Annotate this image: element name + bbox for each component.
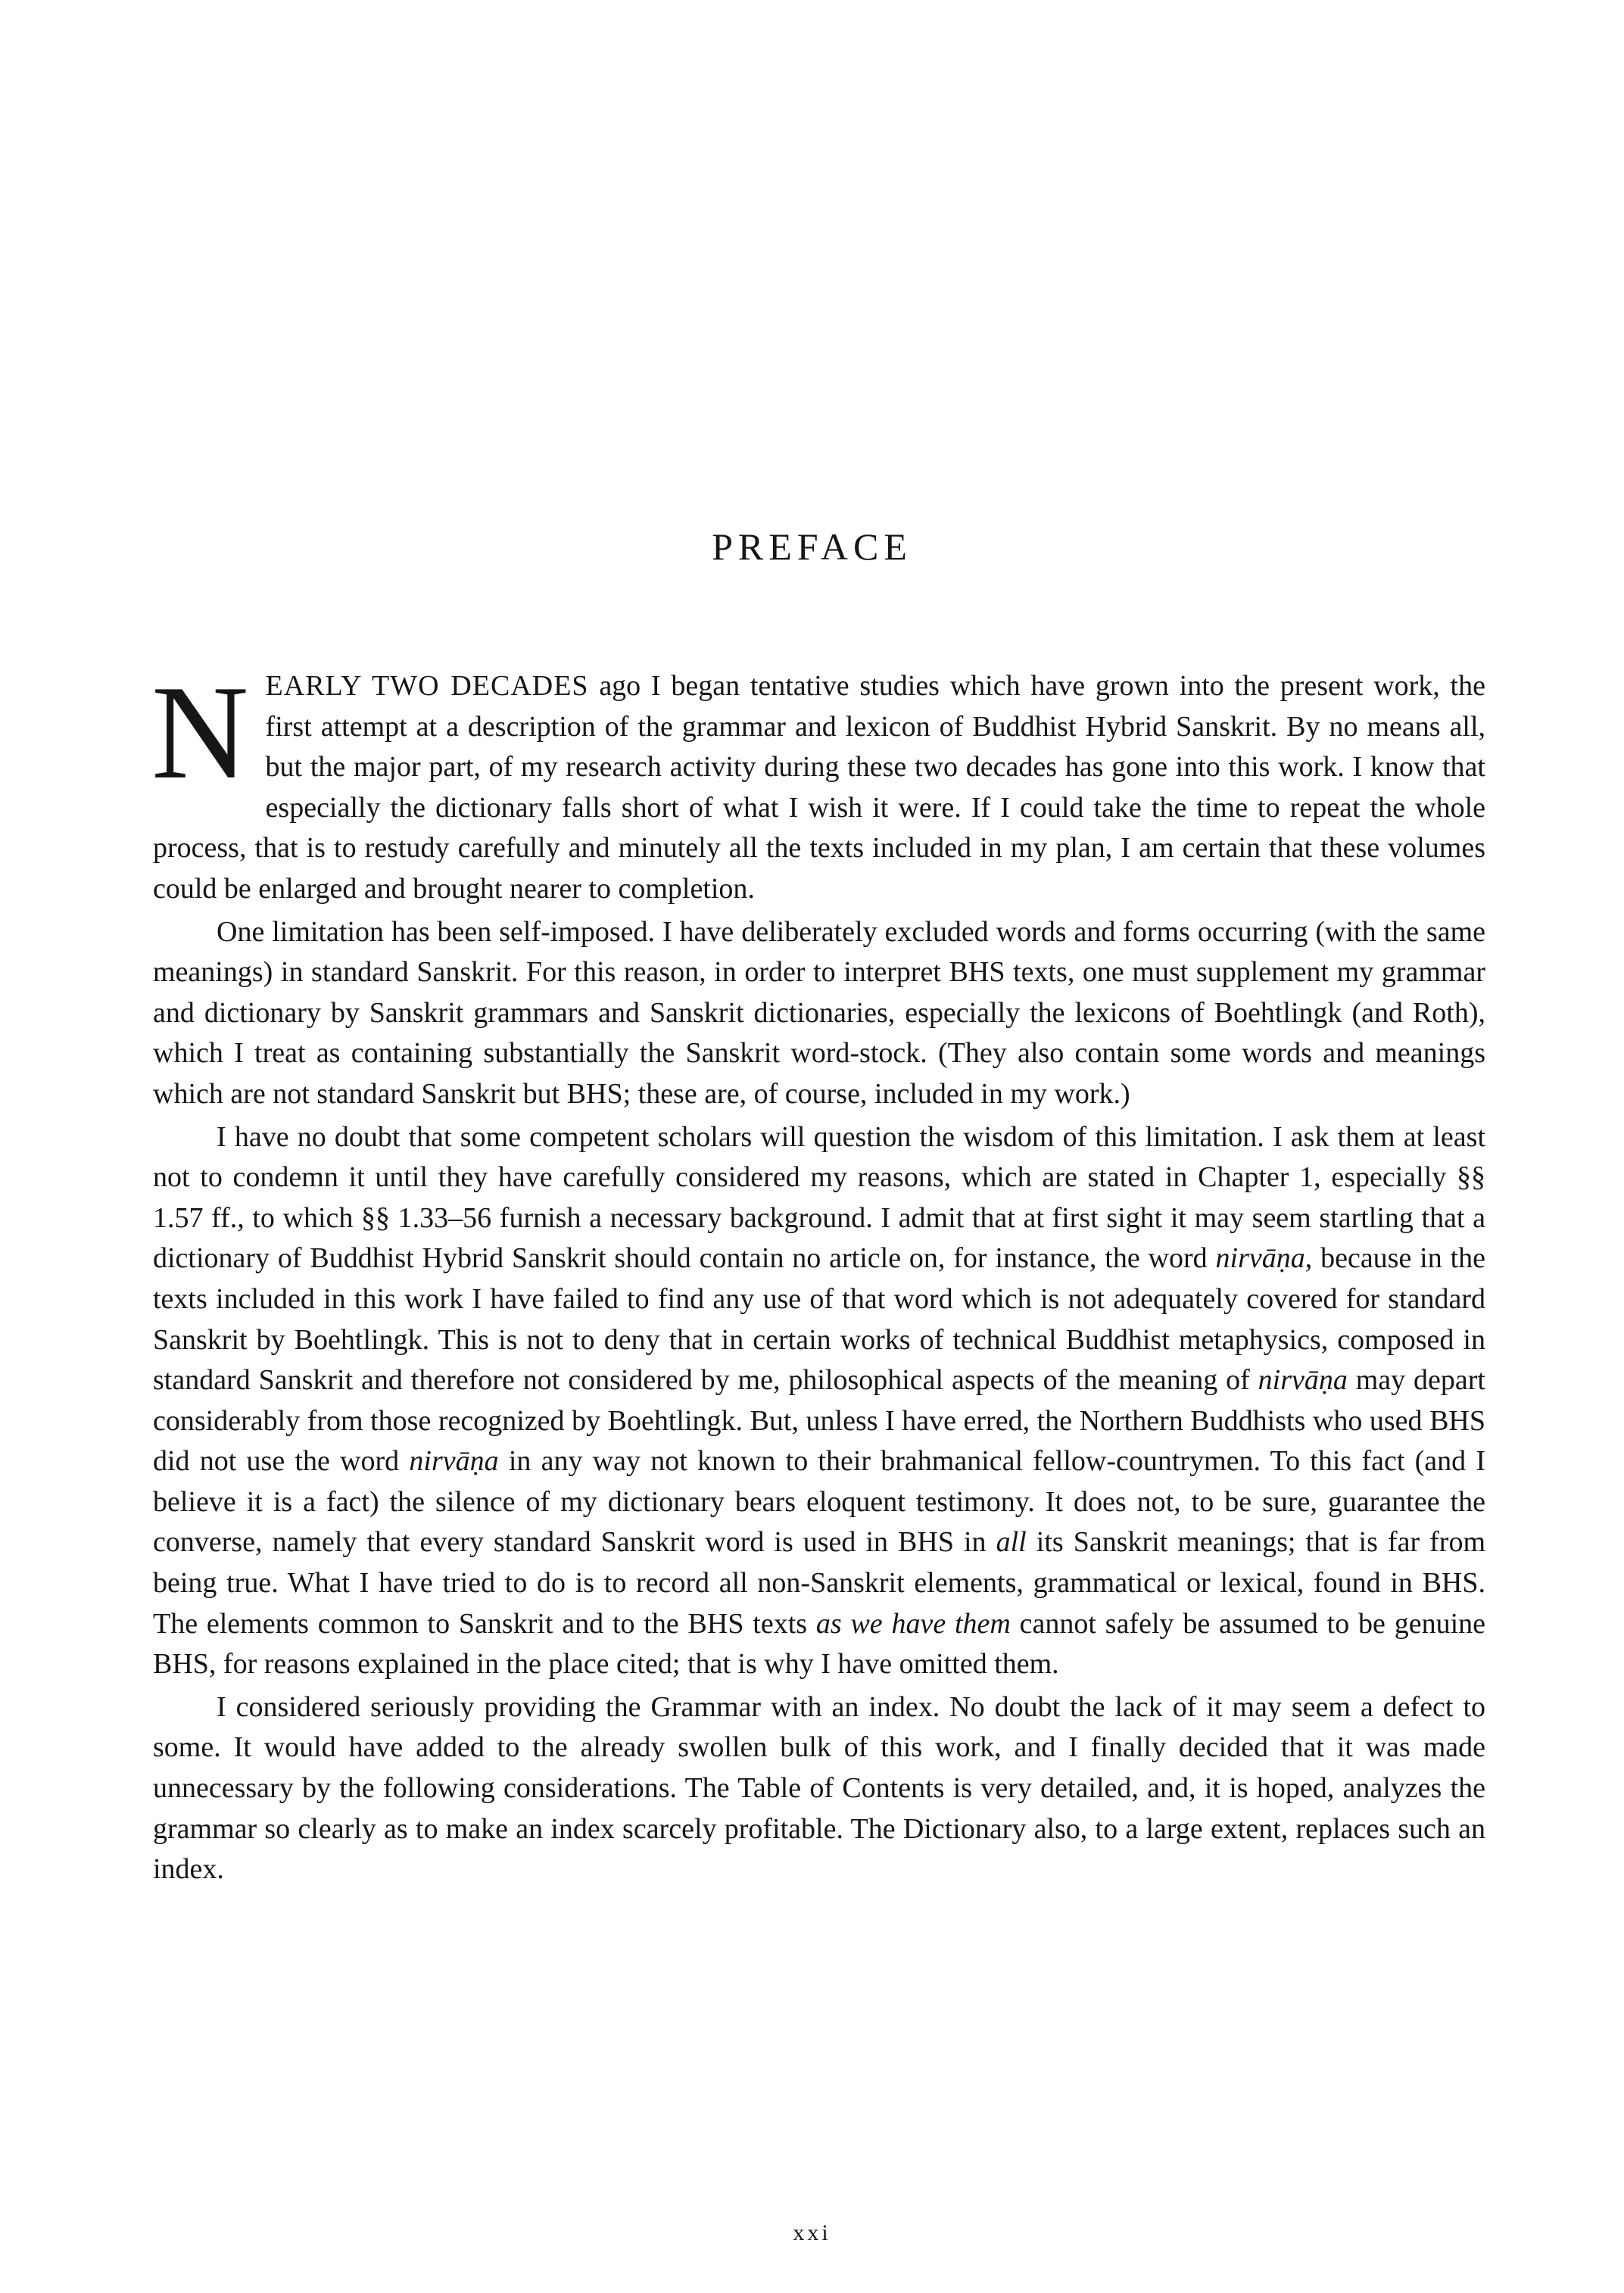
paragraph-3-text-a: I have no doubt that some competent scholars will question the wisdom of this limitation. I ask them at least not to condemn it until they have carefully considered my reasons, which are stated in Chapter 1, especially §§ 1.57 ff., to which §§ 1.33–56 furnish a necessary background. I admit that at first sight it may seem startling that a dictionary of Buddhist Hybrid Sanskrit should contain no article on, for instance, the word: [153, 1120, 1485, 1275]
drop-cap: N: [151, 657, 249, 807]
paragraph-3-text-f: cannot safely be assumed to be genuine BHS, for reasons explained in the place cited; that is why I have omitted them.: [153, 1607, 1485, 1681]
page-title: PREFACE: [712, 525, 912, 568]
italic-term: nirvāṇa: [1258, 1364, 1348, 1397]
paragraph-1: [151, 657, 1485, 910]
italic-term: as we have them: [815, 1607, 1011, 1640]
paragraph-2: [153, 912, 1485, 1115]
italic-term: all: [996, 1526, 1027, 1559]
page-number: xxi: [793, 2220, 831, 2245]
paragraph-4-text: I considered seriously providing the Grammar with an index. No doubt the lack of it may seem a defect to some. It would have added to the already swollen bulk of this work, and I finally decided that it was made unnecessary by the following considerations. The Table of Contents is very detailed, and, it is hoped, analyzes the grammar so clearly as to make an index scarcely profitable. The Dictionary also, to a large extent, replaces such an index.: [153, 1690, 1485, 1886]
italic-term: nirvāṇa: [1215, 1242, 1305, 1275]
body-text: [151, 657, 1486, 1893]
paragraph-3-text-b: , because in the texts included in this work I have failed to find any use of that word which is not adequately covered for standard Sanskrit by Boehtlingk. This is not to deny that in certain works of technical Buddhist metaphysics, composed in standard Sanskrit and therefore not considered by me, philosophical aspects of the meaning of: [153, 1242, 1486, 1397]
paragraph-3-text-c: may depart considerably from those recognized by Boehtlingk. But, unless I have erred, the Northern Buddhists who used BHS did not use the word: [153, 1364, 1485, 1478]
paragraph-3: [153, 1117, 1485, 1685]
italic-term: nirvāṇa: [409, 1445, 499, 1478]
paragraph-4: [153, 1687, 1485, 1890]
paragraph-3-text-e: its Sanskrit meanings; that is far from being true. What I have tried to do is to record all non-Sanskrit elements, grammatical or lexical, found in BHS. The elements common to Sanskrit and to the BHS texts: [153, 1526, 1485, 1640]
paragraph-3-text-d: in any way not known to their brahmanical fellow-countrymen. To this fact (and I believe it is a fact) the silence of my dictionary bears eloquent testimony. It does not, to be sure, guarantee the converse, namely that every standard Sanskrit word is used in BHS in: [153, 1445, 1485, 1559]
opening-words: EARLY TWO DECADES: [265, 670, 589, 702]
paragraph-1-text: ago I began tentative studies which have grown into the present work, the first attempt at a description of the grammar and lexicon of Buddhist Hybrid Sanskrit. By no means all, but the major part, of my research activity during these two decades has gone into this work. I know that especially the dictionary falls short of what I wish it were. If I could take the time to repeat the whole process, that is to restudy carefully and minutely all the texts included in my plan, I am certain that these volumes could be enlarged and brought nearer to completion.: [153, 670, 1485, 905]
paragraph-2-text: One limitation has been self-imposed. I have deliberately excluded words and forms occurring (with the same meanings) in standard Sanskrit. For this reason, in order to interpret BHS texts, one must supplement my grammar and dictionary by Sanskrit grammars and Sanskrit dictionaries, especially the lexicons of Boehtlingk (and Roth), which I treat as containing substantially the Sanskrit word-stock. (They also contain some words and meanings which are not standard Sanskrit but BHS; these are, of course, included in my work.): [153, 915, 1485, 1110]
